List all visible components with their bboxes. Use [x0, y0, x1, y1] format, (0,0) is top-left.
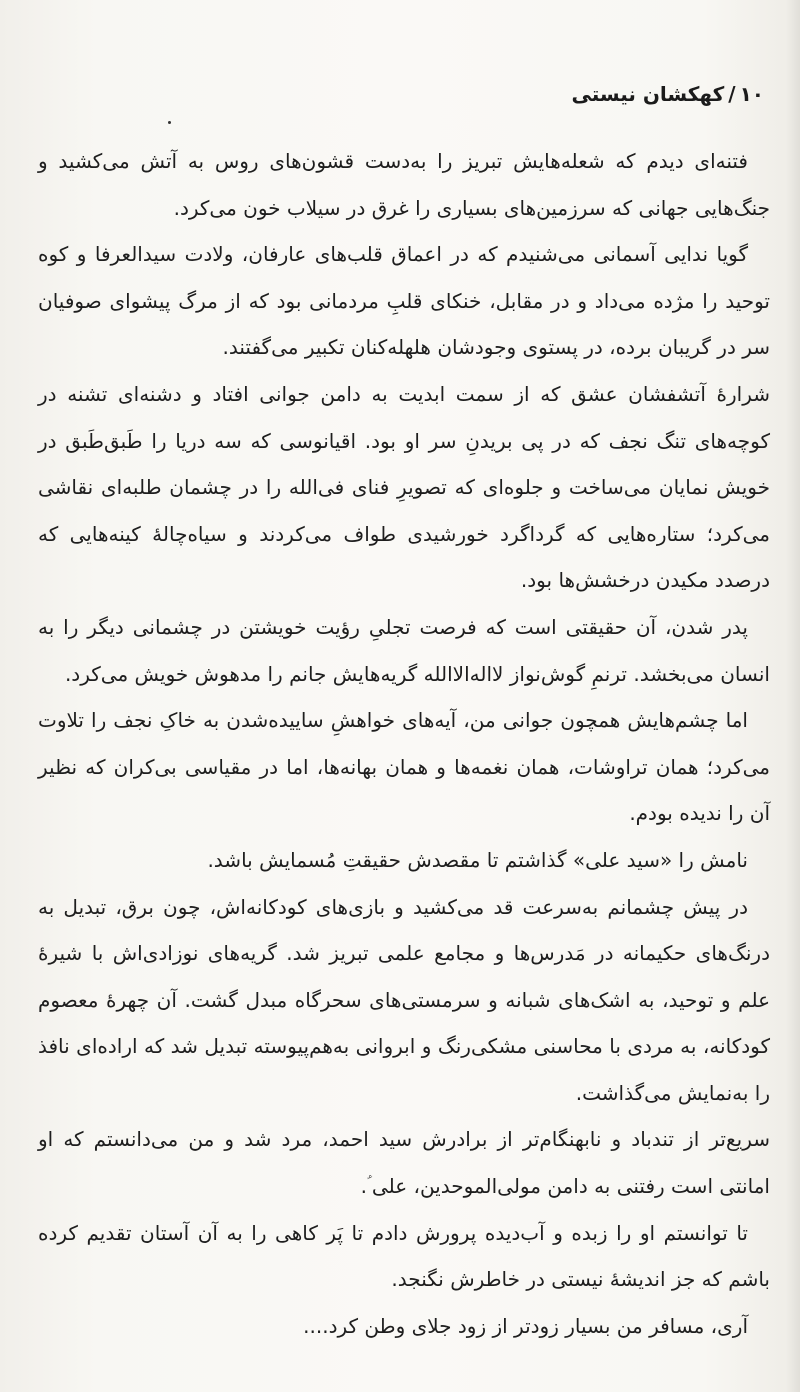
- paragraph-6: نامش را «سید علی» گذاشتم تا مقصدش حقیقتِ مُسمایش باشد.: [207, 847, 748, 872]
- page-edge-shadow: [786, 0, 800, 1392]
- paragraph-5: اما چشم‌هایش همچون جوانی من، آیه‌های خواهشِ ساییده‌شدن به خاکِ نجف را تلاوت می‌کرد؛ همان تراوشات، همان نغمه‌ها و همان بهانه‌ها، اما در مقیاسی بی‌کران که نظیر آن را ندیده بودم.: [38, 708, 770, 826]
- page-number: ۱۰: [739, 82, 764, 106]
- header-separator: /: [728, 82, 736, 106]
- ink-dot: [168, 121, 171, 124]
- book-title: کهکشان نیستی: [571, 82, 725, 106]
- body-text: [38, 138, 770, 1349]
- paragraph-7: در پیش چشمانم به‌سرعت قد می‌کشید و بازی‌های کودکانه‌اش، چون برق، تبدیل به درنگ‌های حکیمانه در مَدرس‌ها و مجامع علمی تبریز شد. گریه‌های نوزادی‌اش با شیرهٔ علم و توحید، به اشک‌های شبانه و سرمستی‌های سحرگاه مبدل گشت. آن چهرهٔ معصوم کودکانه، به مردی با محاسنی مشکی‌رنگ و ابروانی به‌هم‌پیوسته تبدیل شد که اراده‌ای نافذ را به‌نمایش می‌گذاشت.: [38, 894, 770, 1105]
- paragraph-8: سریع‌تر از تندباد و نابهنگام‌تر از برادرش سید احمد، مرد شد و من می‌دانستم که او امانتی است رفتنی به دامن مولی‌الموحدین، علی ؑ.: [38, 1127, 770, 1199]
- paragraph-9: تا توانستم او را زبده و آب‌دیده پرورش دادم تا پَر کاهی را به آن آستان تقدیم کرده باشم که جز اندیشهٔ نیستی در خاطرش نگنجد.: [38, 1220, 770, 1292]
- paragraph-3: شرارهٔ آتشفشان عشق که از سمت ابدیت به دامن جوانی افتاد و دشنه‌ای تشنه در کوچه‌های تنگ نجف که در پی بریدنِ سر او بود. اقیانوسی که سه دریا را طَبق‌طَبق در خویش نمایان می‌ساخت و جلوه‌ای که تصویرِ فنای فی‌الله را در چشمان طلبه‌ای نقاشی می‌کرد؛ ستاره‌هایی که گرداگرد خورشیدی طواف می‌کردند و سیاه‌چالهٔ کینه‌هایی که درصدد مکیدن درخشش‌ها بود.: [38, 381, 770, 593]
- paragraph-10: آری، مسافر من بسیار زودتر از زود جلای وطن کرد....: [303, 1313, 748, 1338]
- paragraph-2: گویا ندایی آسمانی می‌شنیدم که در اعماق قلب‌های عارفان، ولادت سیدالعرفا و کوه توحید را مژده می‌داد و در مقابل، خنکای قلبِ مردمانی بود که از مرگ پیشوای صوفیان سر در گریبان برده، در پستوی وجودشان هلهله‌کنان تکبیر می‌گفتند.: [38, 242, 770, 360]
- paragraph-1: فتنه‌ای دیدم که شعله‌هایش تبریز را به‌دست قشون‌های روس به آتش می‌کشید و جنگ‌هایی جهانی که سرزمین‌های بسیاری را غرق در سیلاب خون می‌کرد.: [38, 149, 770, 220]
- paragraph-4: پدر شدن، آن حقیقتی است که فرصت تجلیِ رؤیت خویشتن در چشمانی دیگر را به انسان می‌بخشد. ترنمِ گوش‌نواز لااله‌الاالله گریه‌هایش جانم را مدهوش خویش می‌کرد.: [38, 614, 770, 686]
- running-header: [571, 82, 764, 106]
